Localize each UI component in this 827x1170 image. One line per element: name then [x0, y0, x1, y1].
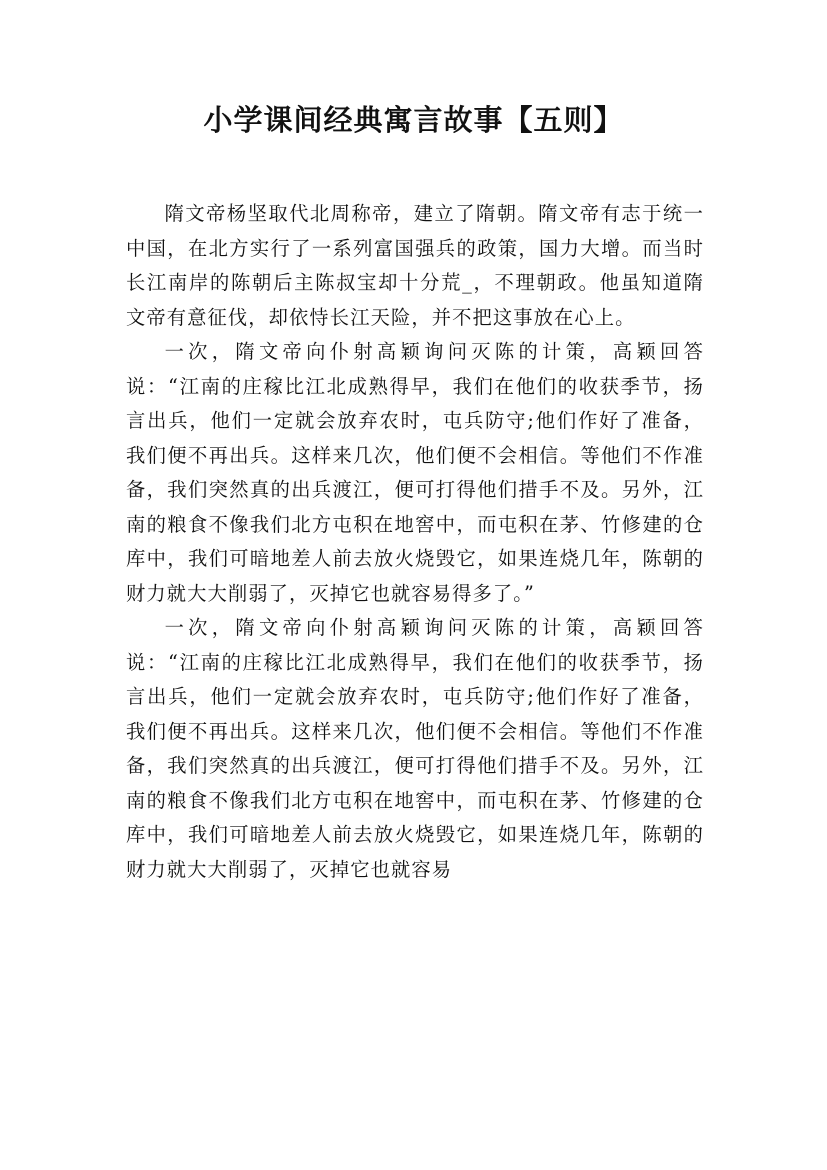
document-title: 小学课间经典寓言故事【五则】 — [203, 103, 624, 137]
paragraph-1: 隋文帝杨坚取代北周称帝，建立了隋朝。隋文帝有志于统一中国，在北方实行了一系列富国强兵的政策，国力大增。而当时长江南岸的陈朝后主陈叔宝却十分荒_，不理朝政。他虽知道隋文帝有意征伐，却依恃长江天险，并不把这事放在心上。 — [126, 202, 704, 329]
paragraph-3: 一次，隋文帝向仆射高颖询问灭陈的计策，高颖回答说：“江南的庄稼比江北成熟得早，我们在他们的收获季节，扬言出兵，他们一定就会放弃农时，屯兵防守;他们作好了准备，我们便不再出兵。这样来几次，他们便不会相信。等他们不作准备，我们突然真的出兵渡江，便可打得他们措手不及。另外，江南的粮食不像我们北方屯积在地窖中，而屯积在茅、竹修建的仓库中，我们可暗地差人前去放火烧毁它，如果连烧几年，陈朝的财力就大大削弱了，灭掉它也就容易 — [126, 616, 704, 881]
document-body — [126, 197, 704, 887]
paragraph-2: 一次，隋文帝向仆射高颖询问灭陈的计策，高颖回答说：“江南的庄稼比江北成熟得早，我们在他们的收获季节，扬言出兵，他们一定就会放弃农时，屯兵防守;他们作好了准备，我们便不再出兵。这样来几次，他们便不会相信。等他们不作准备，我们突然真的出兵渡江，便可打得他们措手不及。另外，江南的粮食不像我们北方屯积在地窖中，而屯积在茅、竹修建的仓库中，我们可暗地差人前去放火烧毁它，如果连烧几年，陈朝的财力就大大削弱了，灭掉它也就容易得多了。” — [126, 340, 704, 605]
